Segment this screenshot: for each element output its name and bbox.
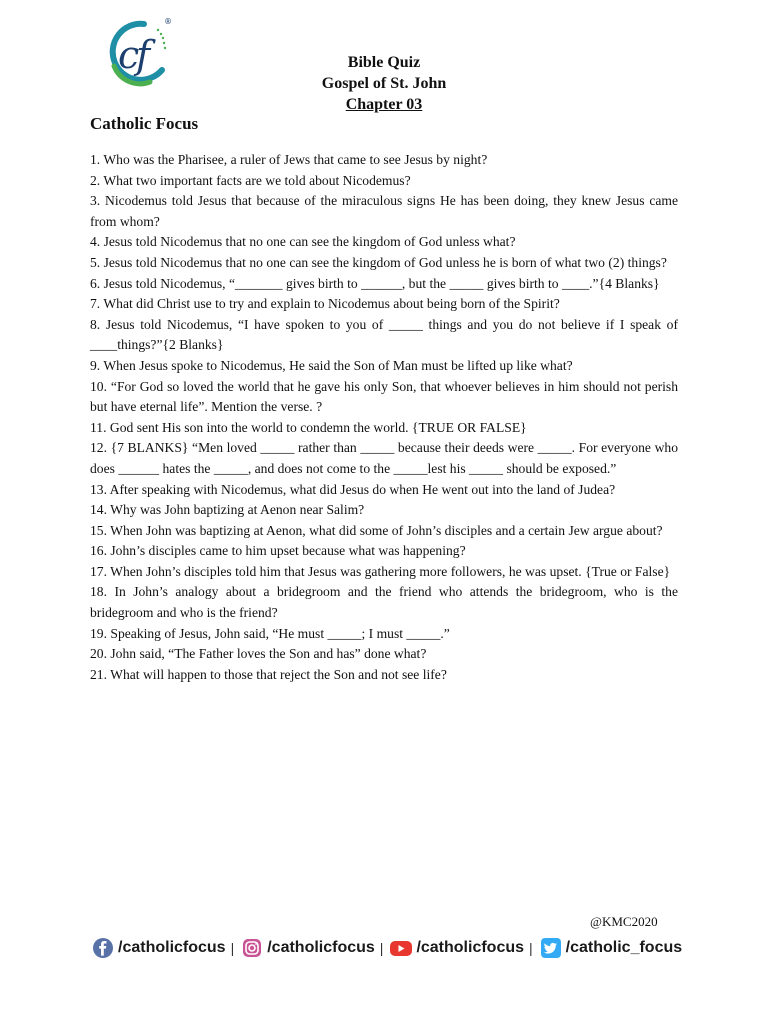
question-item: 17. When John’s disciples told him that Jesus was gathering more followers, he was upset. {True or False} [90, 563, 671, 579]
question-item: 21. What will happen to those that reject the Son and not see life? [90, 666, 447, 682]
separator: | [230, 940, 235, 956]
quiz-subtitle: Gospel of St. John [321, 75, 447, 92]
question-item: 5. Jesus told Nicodemus that no one can see the kingdom of God unless he is born of what two (2) things? [90, 254, 667, 270]
social-footer [90, 934, 730, 962]
question-item: 6. Jesus told Nicodemus, “_______ gives birth to ______, but the _____ gives birth to ____.”{4 Blanks} [90, 275, 660, 291]
copyright-text: @KMC2020 [590, 914, 658, 929]
svg-text:f: f [136, 33, 151, 77]
title-block [0, 52, 768, 115]
facebook-icon [90, 937, 116, 959]
question-item: 20. John said, “The Father loves the Son and has” done what? [90, 646, 427, 662]
quiz-title: Bible Quiz [347, 54, 421, 71]
question-item: 1. Who was the Pharisee, a ruler of Jews that came to see Jesus by night? [90, 152, 488, 167]
facebook-handle: /catholicfocus [118, 939, 226, 956]
instagram-icon [239, 937, 265, 959]
question-item: 10. “For God so loved the world that he gave his only Son, that whoever believes in him should not perish but have eternal life”. Mention the verse. ? [90, 378, 678, 415]
question-item: 18. In John’s analogy about a bridegroom and the friend who attends the bridegroom, who is the bridegroom and who is the friend? [90, 584, 678, 621]
question-item: 16. John’s disciples came to him upset because what was happening? [90, 543, 466, 559]
question-item: 19. Speaking of Jesus, John said, “He must _____; I must _____.” [90, 625, 450, 641]
question-item: 15. When John was baptizing at Aenon, what did some of John’s disciples and a certain Jew argue about? [90, 522, 663, 538]
instagram-handle: /catholicfocus [267, 939, 375, 956]
youtube-icon [388, 937, 414, 959]
question-item: 13. After speaking with Nicodemus, what did Jesus do when He went out into the land of Judea? [90, 481, 616, 497]
question-item: 2. What two important facts are we told about Nicodemus? [90, 172, 411, 188]
twitter-handle: /catholic_focus [565, 939, 683, 956]
question-item: 7. What did Christ use to try and explain to Nicodemus about being born of the Spirit? [90, 296, 560, 312]
social-link-twitter[interactable] [538, 937, 682, 959]
social-link-youtube[interactable] [388, 937, 524, 959]
separator: | [379, 940, 384, 956]
organization-name: Catholic Focus [90, 114, 199, 133]
social-link-facebook[interactable] [90, 937, 226, 959]
twitter-icon [538, 937, 564, 959]
chapter-heading: Chapter 03 [345, 96, 423, 113]
social-link-instagram[interactable] [239, 937, 375, 959]
question-item: 11. God sent His son into the world to condemn the world. {TRUE OR FALSE} [90, 419, 527, 435]
question-item: 12. {7 BLANKS} “Men loved _____ rather than _____ because their deeds were _____. For everyone who does ______ hates the _____, and does not come to the _____lest his _____ should be exposed.” [90, 440, 678, 476]
question-item: 14. Why was John baptizing at Aenon near Salim? [90, 502, 365, 518]
separator: | [529, 940, 533, 956]
svg-text:c: c [118, 33, 140, 77]
question-item: 4. Jesus told Nicodemus that no one can see the kingdom of God unless what? [90, 234, 516, 250]
youtube-handle: /catholicfocus [416, 939, 525, 956]
question-item: 9. When Jesus spoke to Nicodemus, He said the Son of Man must be lifted up like what? [90, 357, 573, 373]
svg-text:®: ® [164, 17, 172, 26]
question-list [90, 150, 678, 685]
question-item: 3. Nicodemus told Jesus that because of the miraculous signs He has been doing, they knew Jesus came from whom? [90, 193, 678, 229]
question-item: 8. Jesus told Nicodemus, “I have spoken to you of _____ things and you do not believe if I speak of ____things?”{2 Blanks} [90, 316, 678, 353]
